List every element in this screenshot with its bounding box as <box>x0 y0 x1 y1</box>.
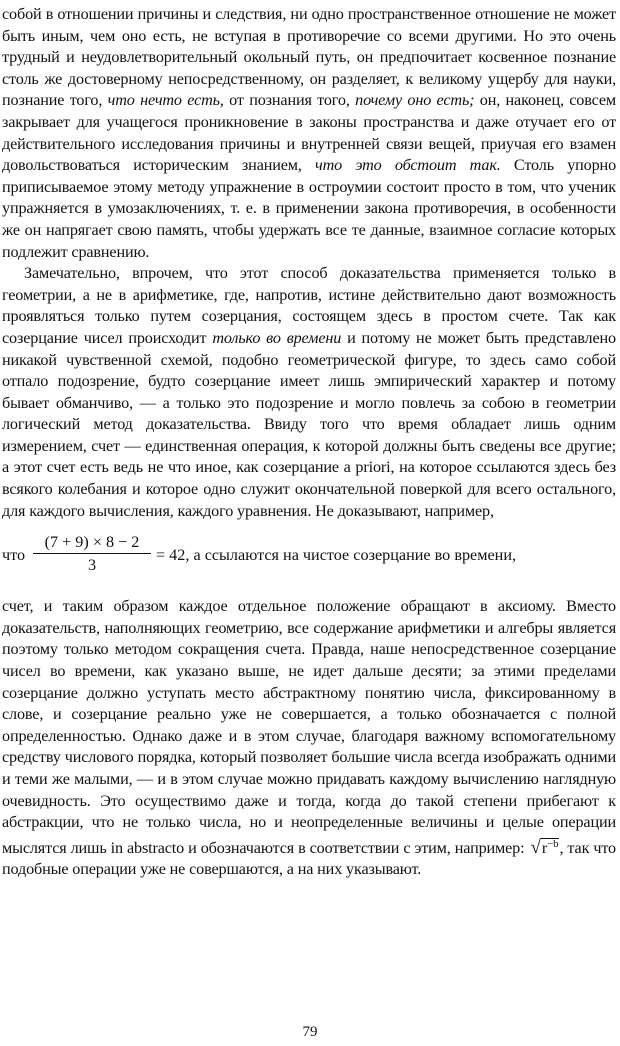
text-run: он, наконец, совсем закрывает для учащегося проникновение в законы пространства и даже отучает его от действительного исследования причины и внутренней связи вещей, приучая его взамен довольствоваться историческим знанием, <box>2 91 616 175</box>
square-root-expression <box>529 834 560 860</box>
text-run: Столь упорно приписываемое этому методу упражнение в остроумии состоит просто в том, что ученик упражняется в умозаключениях, т. е. в применении закона противоречия, в особенности же он напрягает свою память, чтобы удержать все те данные, взаимное согласие которых подлежит сравнению. <box>2 156 617 261</box>
text-run: собой в отношении причины и следствия, ни одно пространственное отношение не может быть иным, чем оно есть, не вступая в противоречие со всеми другими. Но это очень трудный и неудовлетворительный окольный путь, он предпочитает косвенное познание столь же достоверному непосредственному, он разделяет, к великому ущербу для науки, познание того, <box>2 5 616 110</box>
radicand <box>541 838 560 857</box>
radicand-exponent: −b <box>547 837 559 850</box>
paragraph-2 <box>2 263 616 522</box>
page-number: 79 <box>302 1024 318 1040</box>
text-run: , так что подобные операции уже не совершаются, а на них указывают. <box>2 838 617 879</box>
formula-lead-text: что <box>2 546 26 565</box>
fraction-denominator: 3 <box>87 556 97 575</box>
text-run: от познания того, <box>223 91 356 110</box>
fraction-numerator: (7 + 9) × 8 − 2 <box>33 532 151 554</box>
emphasis-text: почему оно есть; <box>355 91 475 110</box>
text-run: Замечательно, впрочем, что этот способ доказательства применяется только в геометрии, а не в арифметике, где, напротив, истине действительно дают возможность проявляться только путем созерцания, состоящем здесь в простом счете. Так как созерцание чисел происходит <box>2 264 616 347</box>
emphasis-text: что это обстоит так. <box>315 156 501 175</box>
paragraph-1 <box>2 4 616 263</box>
book-page <box>2 4 616 1044</box>
fraction <box>33 532 151 576</box>
text-run: и потому не может быть представлено никакой чувственной схемой, подобно геометрической фигуре, то здесь само собой отпало подозрение, будто созерцание имеет лишь эмпирический характер и потому бывает обманчиво, — а только это подозрение и могло повлечь за собою в геометрии логический метод доказательства. Ввиду того что время обладает лишь одним измерением, счет — единственная операция, к которой должны быть сведены все другие; а этот счет есть ведь не что иное, как созерцание a priori, на которое ссылаются здесь без всякого колебания и которое одно служит окончательной поверкой для всего остального, для каждого вычисления, каждого уравнения. Не доказывают, например, <box>2 328 616 520</box>
formula-line <box>2 532 616 582</box>
text-run: счет, и таким образом каждое отдельное положение обращают в аксиому. Вместо доказательств, наполняющих геометрию, все содержание арифметики и алгебры является поэтому только методом сокращения счета. Правда, наше непосредственное созерцание чисел во времени, как указано выше, не идет дальше десяти; за этими пределами созерцание должно уступать место абстрактному понятию числа, фиксированному в слове, и созерцание реально уже не совершается, а только обозначается с полной определенностью. Однако даже и в этом случае, благодаря важному вспомогательному средству числового порядка, который позволяет большие числа всегда изображать одними и теми же малыми, — и в этом случае можно придавать каждому вычислению наглядную очевидность. Это осуществимо даже и тогда, когда до такой степени прибегают к абстракции, что не только числа, но и неопределенные величины и целые операции мыслятся лишь in abstracto и обозначаются в соответствии с этим, например: <box>2 597 616 857</box>
radical-sign: √ <box>530 836 541 858</box>
paragraph-3 <box>2 596 616 881</box>
emphasis-text: только во времени <box>212 328 342 347</box>
formula-tail-text: = 42, а ссылаются на чистое созерцание во времени, <box>156 546 517 565</box>
radicand-base: r <box>541 838 548 857</box>
emphasis-text: что нечто есть, <box>107 91 224 110</box>
